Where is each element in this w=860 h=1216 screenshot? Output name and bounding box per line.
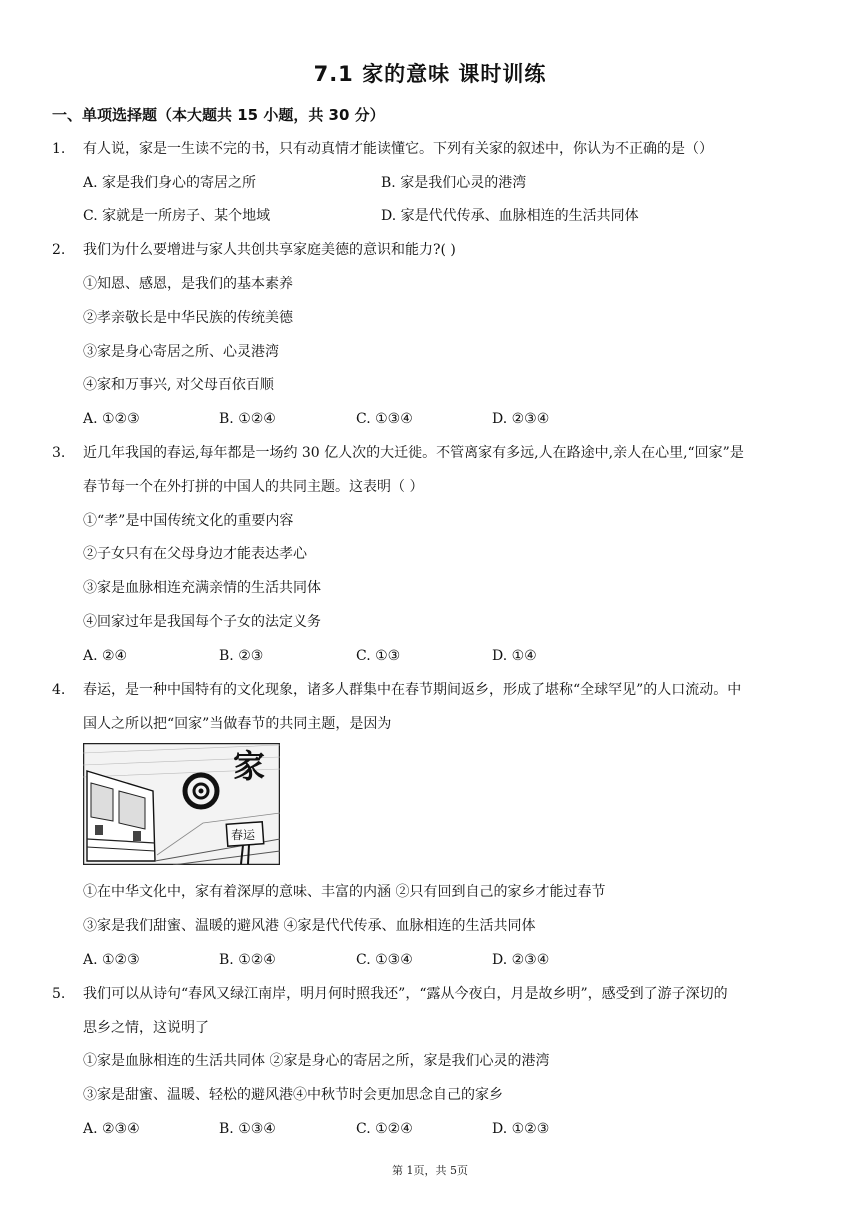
option-d: D. 家是代代传承、血脉相连的生活共同体 [381, 208, 639, 224]
question-stem: 近几年我国的春运,每年都是一场约 30 亿人次的大迁徙。不管离家有多远,人在路途中,亲人在心里,“回家”是 [83, 445, 744, 461]
option-c: C. ①③④ [356, 411, 413, 427]
statement-item: ③家是血脉相连充满亲情的生活共同体 [83, 580, 321, 596]
page-footer: 第 1页，共 5页 [392, 1164, 468, 1177]
statement-item: ②孝亲敬长是中华民族的传统美德 [83, 310, 293, 326]
question-number: 1. [52, 141, 66, 157]
option-a: A. ①②③ [83, 411, 140, 427]
question-number: 4. [52, 682, 66, 698]
statement-item: ②子女只有在父母身边才能表达孝心 [83, 546, 307, 562]
question-stem-cont: 春节每一个在外打拼的中国人的共同主题。这表明（ ） [83, 479, 424, 495]
statement-item: ③家是甜蜜、温暖、轻松的避风港④中秋节时会更加思念自己的家乡 [83, 1087, 503, 1103]
option-d: D. ①④ [492, 648, 537, 664]
option-a: A. ②③④ [83, 1121, 140, 1137]
question-stem: 我们为什么要增进与家人共创共享家庭美德的意识和能力?( ) [83, 242, 456, 258]
statement-item: ①家是血脉相连的生活共同体 ②家是身心的寄居之所，家是我们心灵的港湾 [83, 1053, 550, 1069]
option-d: D. ②③④ [492, 411, 550, 427]
option-c: C. ①③④ [356, 952, 413, 968]
page-title: 7.1 家的意味 课时训练 [313, 62, 547, 86]
question-number: 2. [52, 242, 66, 258]
statement-item: ④回家过年是我国每个子女的法定义务 [83, 614, 321, 630]
option-b: B. 家是我们心灵的港湾 [381, 175, 527, 191]
option-c: C. 家就是一所房子、某个地域 [83, 208, 271, 224]
option-b: B. ①②④ [219, 411, 276, 427]
statement-item: ③家是身心寄居之所、心灵港湾 [83, 344, 279, 360]
option-a: A. 家是我们身心的寄居之所 [83, 175, 257, 191]
statement-item: ①在中华文化中，家有着深厚的意味、丰富的内涵 ②只有回到自己的家乡才能过春节 [83, 884, 606, 900]
question-stem: 春运，是一种中国特有的文化现象，诸多人群集中在春节期间返乡，形成了堪称“全球罕见”的人口流动。中 [83, 682, 742, 698]
spring-festival-train-illustration [83, 743, 280, 865]
statement-item: ④家和万事兴, 对父母百依百顺 [83, 377, 274, 393]
option-c: C. ①③ [356, 648, 401, 664]
statement-item: ③家是我们甜蜜、温暖的避风港 ④家是代代传承、血脉相连的生活共同体 [83, 918, 536, 934]
option-b: B. ①②④ [219, 952, 276, 968]
calligraphy-char: 家 [233, 747, 266, 785]
section-header: 一、单项选择题（本大题共 15 小题，共 30 分） [52, 106, 385, 124]
question-stem-cont: 国人之所以把“回家”当做春节的共同主题，是因为 [83, 716, 392, 732]
question-number: 3. [52, 445, 66, 461]
question-stem-cont: 思乡之情，这说明了 [83, 1020, 209, 1036]
question-stem: 有人说，家是一生读不完的书，只有动真情才能读懂它。下列有关家的叙述中，你认为不正确的是（） [83, 141, 713, 157]
option-b: B. ①③④ [219, 1121, 276, 1137]
statement-item: ①知恩、感恩，是我们的基本素养 [83, 276, 293, 292]
question-stem: 我们可以从诗句“春风又绿江南岸，明月何时照我还”，“露从今夜白，月是故乡明”，感受到了游子深切的 [83, 986, 728, 1002]
option-c: C. ①②④ [356, 1121, 413, 1137]
option-a: A. ①②③ [83, 952, 140, 968]
question-number: 5. [52, 986, 66, 1002]
option-b: B. ②③ [219, 648, 264, 664]
option-d: D. ②③④ [492, 952, 550, 968]
option-a: A. ②④ [83, 648, 128, 664]
statement-item: ①“孝”是中国传统文化的重要内容 [83, 513, 294, 529]
sign-text: 春运 [231, 828, 256, 842]
option-d: D. ①②③ [492, 1121, 550, 1137]
